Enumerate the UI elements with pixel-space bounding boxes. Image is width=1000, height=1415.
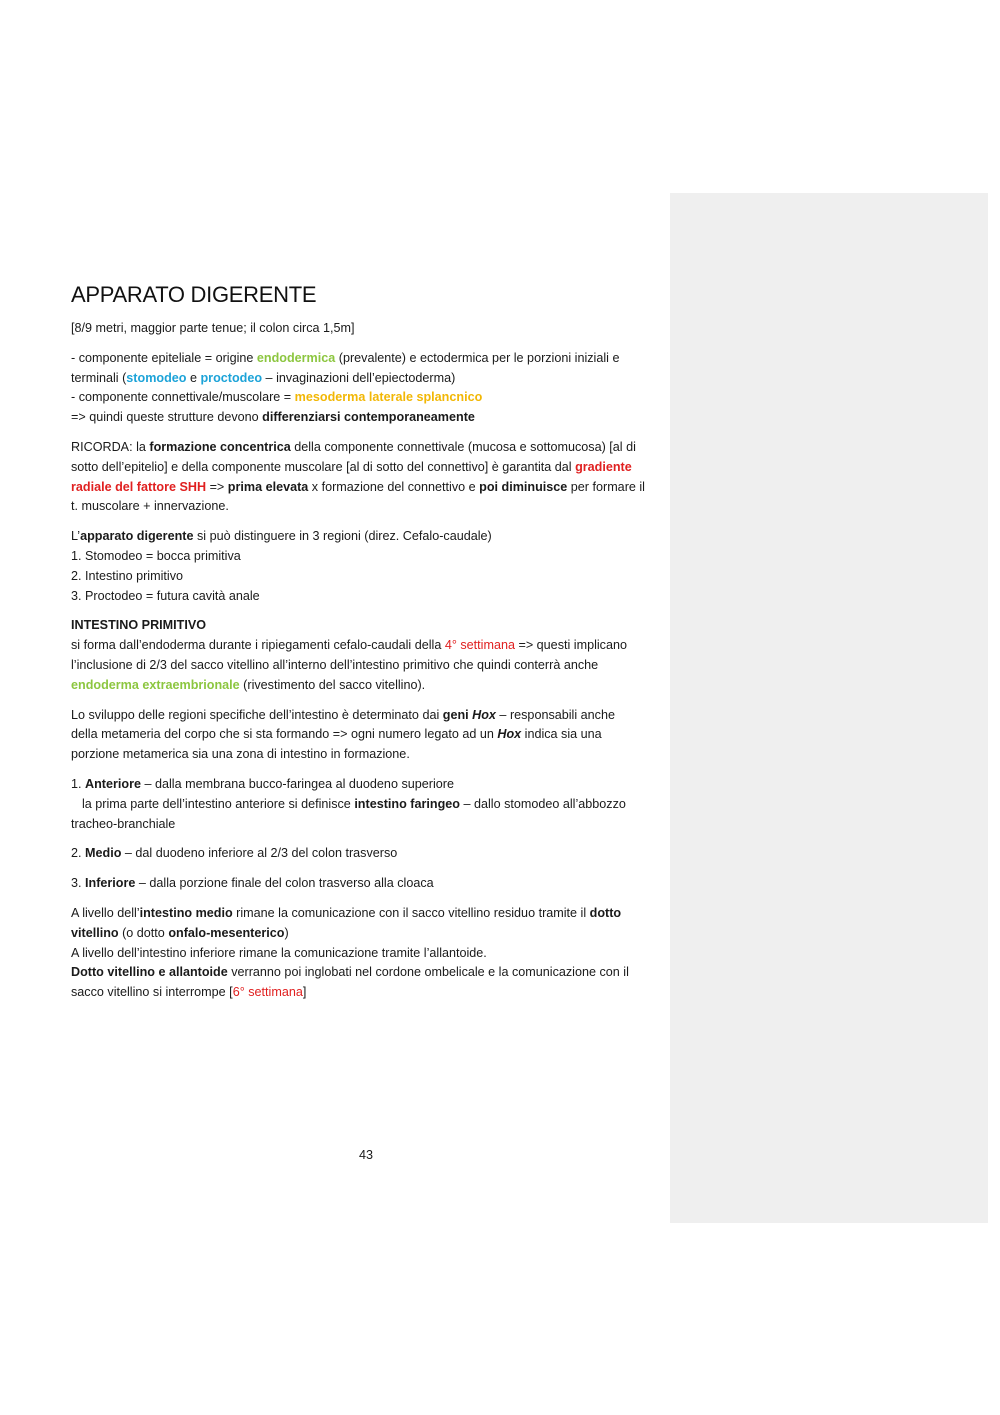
- anteriore-line-1: [71, 775, 663, 795]
- intestino-line-1: [71, 636, 663, 656]
- text: (prevalente) e ectodermica per le porzioni iniziali e: [335, 350, 620, 365]
- term-stomodeo: stomodeo: [126, 370, 187, 385]
- text: sacco vitellino si interrompe [: [71, 985, 233, 1000]
- sviluppo-line-1: [71, 706, 663, 726]
- components-paragraph: [71, 349, 663, 428]
- ricorda-line-4: t. muscolare + innervazione.: [71, 499, 229, 514]
- term-4-settimana: 4° settimana: [444, 638, 515, 653]
- bold-text: Dotto vitellino e allantoide: [71, 965, 228, 980]
- bold-text: geni: [442, 707, 473, 722]
- intro-paragraph: [71, 319, 663, 339]
- text: => questi implicano: [514, 638, 627, 653]
- text: Lo sviluppo delle regioni specifiche dell’intestino è determinato dai: [71, 707, 443, 722]
- text: ): [284, 925, 289, 940]
- intro-text: [8/9 metri, maggior parte tenue; il colon circa 1,5m]: [71, 321, 355, 335]
- text: 3.: [71, 876, 86, 891]
- components-line-3: [71, 388, 663, 408]
- bold-text: dotto: [589, 905, 622, 920]
- bold-text: formazione concentrica: [149, 439, 291, 454]
- text: e: [186, 370, 201, 385]
- text: si forma dall’endoderma durante i ripiegamenti cefalo-caudali della: [71, 638, 445, 653]
- bold-text: apparato digerente: [80, 529, 194, 544]
- anteriore-line-3: tracheo-branchiale: [71, 816, 176, 831]
- term-endoderma-extraembrionale: endoderma extraembrionale: [71, 677, 240, 692]
- bold-text: Medio: [85, 846, 122, 861]
- text: (rivestimento del sacco vitellino).: [239, 677, 426, 692]
- text: la prima parte dell’intestino anteriore si definisce: [82, 796, 355, 811]
- medio-paragraph: [71, 844, 663, 864]
- bold-text: vitellino: [71, 925, 119, 940]
- inferiore-paragraph: [71, 874, 663, 894]
- sviluppo-paragraph: [71, 706, 663, 765]
- text: rimane la comunicazione con il sacco vitellino residuo tramite il: [232, 905, 590, 920]
- bold-text: Anteriore: [85, 776, 141, 791]
- ricorda-line-1: [71, 438, 663, 458]
- text: => quindi queste strutture devono: [71, 410, 263, 425]
- livello-line-5: [71, 983, 663, 1003]
- text: della metameria del corpo che si sta formando => ogni numero legato ad un: [71, 727, 498, 742]
- intestino-paragraph: [71, 616, 663, 695]
- livello-line-4: [71, 963, 663, 983]
- term-shh: radiale del fattore SHH: [71, 479, 207, 494]
- text: ]: [302, 985, 307, 1000]
- page-number: 43: [358, 1148, 373, 1162]
- text: x formazione del connettivo e: [308, 479, 480, 494]
- comment-margin-pane: [670, 193, 988, 1223]
- text: sotto dell’epitelio] e della componente muscolare [al di sotto del connettivo] è garantita dal: [71, 459, 576, 474]
- text: verranno poi inglobati nel cordone ombelicale e la comunicazione con il: [227, 965, 629, 980]
- text: 1.: [71, 776, 86, 791]
- term-gradiente: gradiente: [575, 459, 632, 474]
- components-line-1: [71, 349, 663, 369]
- term-endodermica: endodermica: [256, 350, 336, 365]
- text: – responsabili anche: [495, 707, 615, 722]
- page-title: APPARATO DIGERENTE: [71, 282, 317, 307]
- list-item: 1. Stomodeo = bocca primitiva: [71, 548, 241, 563]
- term-hox: Hox: [472, 707, 496, 722]
- text: - componente epiteliale = origine: [71, 350, 257, 365]
- apparato-line-1: [71, 527, 663, 547]
- livello-line-1: [71, 904, 663, 924]
- heading-text: INTESTINO PRIMITIVO: [71, 618, 207, 633]
- bold-text: Inferiore: [85, 876, 136, 891]
- livello-line-3: A livello dell’intestino inferiore rimane la comunicazione tramite l’allantoide.: [71, 945, 487, 960]
- text: L’: [71, 529, 81, 544]
- text: RICORDA: la: [71, 439, 150, 454]
- livello-paragraph: [71, 904, 663, 1003]
- term-hox: Hox: [497, 727, 522, 742]
- sviluppo-line-2: [71, 725, 663, 745]
- text: (o dotto: [118, 925, 169, 940]
- text: – dal duodeno inferiore al 2/3 del colon trasverso: [121, 846, 398, 861]
- components-line-4: [71, 408, 663, 428]
- medio-line: [71, 844, 663, 864]
- anteriore-paragraph: [71, 775, 663, 834]
- anteriore-line-2: [71, 795, 663, 815]
- list-item: 3. Proctodeo = futura cavità anale: [71, 588, 260, 603]
- bold-text: intestino faringeo: [354, 796, 460, 811]
- bold-text: intestino medio: [139, 905, 233, 920]
- page-content: [71, 280, 663, 1013]
- list-item: 2. Intestino primitivo: [71, 568, 183, 583]
- text: =>: [206, 479, 228, 494]
- intestino-line-3: [71, 676, 663, 696]
- components-line-2: [71, 369, 663, 389]
- text: – invaginazioni dell’epiectoderma): [262, 370, 456, 385]
- livello-line-2: [71, 924, 663, 944]
- text: della componente connettivale (mucosa e sottomucosa) [al di: [290, 439, 636, 454]
- text: – dalla membrana bucco-faringea al duodeno superiore: [141, 776, 454, 791]
- text: A livello dell’: [71, 905, 140, 920]
- term-6-settimana: 6° settimana: [232, 985, 303, 1000]
- text: indica sia una: [521, 727, 602, 742]
- bold-text: poi diminuisce: [479, 479, 568, 494]
- ricorda-line-3: [71, 478, 663, 498]
- text: per formare il: [567, 479, 645, 494]
- text: – dallo stomodeo all’abbozzo: [459, 796, 626, 811]
- apparato-paragraph: [71, 527, 663, 606]
- ricorda-paragraph: [71, 438, 663, 517]
- text: – dalla porzione finale del colon trasverso alla cloaca: [135, 876, 434, 891]
- text: - componente connettivale/muscolare =: [71, 390, 295, 405]
- text: terminali (: [71, 370, 127, 385]
- ricorda-line-2: [71, 458, 663, 478]
- sviluppo-line-3: porzione metamerica sia una zona di intestino in formazione.: [71, 747, 410, 762]
- intestino-line-2: l’inclusione di 2/3 del sacco vitellino all’interno dell’intestino primitivo che quindi conterrà anche: [71, 657, 599, 672]
- inferiore-line: [71, 874, 663, 894]
- bold-text: differenziarsi contemporaneamente: [262, 410, 475, 425]
- bold-text: prima elevata: [227, 479, 309, 494]
- term-mesoderma: mesoderma laterale splancnico: [294, 390, 483, 405]
- term-proctodeo: proctodeo: [200, 370, 263, 385]
- text: si può distinguere in 3 regioni (direz. Cefalo-caudale): [193, 529, 492, 544]
- bold-text: onfalo-mesenterico: [168, 925, 285, 940]
- text: 2.: [71, 846, 86, 861]
- section-heading: [71, 616, 663, 636]
